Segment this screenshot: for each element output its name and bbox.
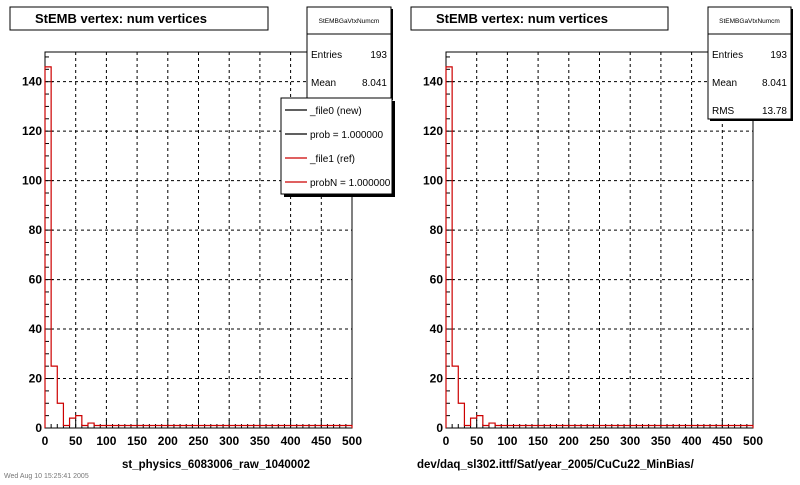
y-tick-label: 20 <box>429 371 443 386</box>
x-tick-label: 200 <box>558 434 579 448</box>
histogram-bin <box>45 67 51 428</box>
histogram-bin <box>57 403 63 428</box>
histogram-panel-left <box>0 0 400 480</box>
x-tick-label: 400 <box>280 434 301 448</box>
histogram-bin <box>489 423 495 428</box>
x-tick-label: 100 <box>497 434 518 448</box>
stats-name: StEMBGaVtxNumcm <box>318 18 380 25</box>
x-tick-label: 200 <box>157 434 178 448</box>
x-tick-label: 150 <box>127 434 148 448</box>
chart-title: StEMB vertex: num vertices <box>35 11 207 26</box>
reference-path-label: dev/daq_sl302.ittf/Sat/year_2005/CuCu22_MinBias/ <box>417 459 694 471</box>
x-tick-label: 450 <box>311 434 332 448</box>
y-tick-label: 100 <box>422 173 443 188</box>
y-tick-label: 140 <box>21 74 42 89</box>
y-tick-label: 140 <box>422 74 443 89</box>
stats-label: Entries <box>311 50 343 61</box>
x-tick-label: 150 <box>528 434 549 448</box>
x-tick-label: 0 <box>442 434 450 448</box>
y-tick-label: 60 <box>429 272 443 287</box>
legend-entry: _file1 (ref) <box>310 154 356 165</box>
x-tick-label: 250 <box>188 434 209 448</box>
histogram-bin <box>477 416 483 428</box>
x-tick-label: 450 <box>712 434 733 448</box>
x-tick-label: 0 <box>41 434 49 448</box>
y-tick-label: 120 <box>422 124 443 139</box>
y-tick-label: 120 <box>21 124 42 139</box>
y-tick-label: 20 <box>28 371 42 386</box>
stats-label: RMS <box>712 106 735 117</box>
x-tick-label: 500 <box>742 434 764 448</box>
stats-label: Entries <box>712 50 744 61</box>
y-tick-label: 100 <box>21 173 42 188</box>
stats-label: Mean <box>712 78 738 89</box>
legend-entry: probN = 1.000000 <box>310 178 391 189</box>
x-tick-label: 50 <box>470 434 484 448</box>
histogram-bin <box>88 423 94 428</box>
chart-title: StEMB vertex: num vertices <box>436 11 608 26</box>
y-tick-label: 40 <box>28 322 42 337</box>
stats-value: 8.041 <box>361 78 387 89</box>
x-tick-label: 100 <box>96 434 117 448</box>
x-tick-label: 400 <box>681 434 702 448</box>
y-tick-label: 40 <box>429 322 443 337</box>
y-tick-label: 0 <box>35 421 42 435</box>
run-file-label: st_physics_6083006_raw_1040002 <box>122 459 310 471</box>
x-tick-label: 250 <box>589 434 610 448</box>
legend-entry: _file0 (new) <box>310 106 362 117</box>
footer-timestamp: Wed Aug 10 15:25:41 2005 <box>4 473 89 480</box>
histogram-bin <box>76 416 82 428</box>
histogram-bin <box>51 366 57 428</box>
stats-value: 193 <box>370 50 387 61</box>
legend-entry: prob = 1.000000 <box>310 130 384 141</box>
x-tick-label: 50 <box>69 434 83 448</box>
histogram-bin <box>471 418 477 428</box>
y-tick-label: 80 <box>28 223 42 238</box>
stats-label: Mean <box>311 78 337 89</box>
x-tick-label: 500 <box>341 434 363 448</box>
x-tick-label: 350 <box>650 434 671 448</box>
y-tick-label: 60 <box>28 272 42 287</box>
histogram-series-ref <box>446 67 753 428</box>
stats-value: 8.041 <box>761 78 787 89</box>
x-tick-label: 300 <box>620 434 641 448</box>
y-tick-label: 0 <box>436 421 443 435</box>
histogram-bin <box>70 418 76 428</box>
x-tick-label: 300 <box>219 434 240 448</box>
histogram-bin <box>458 403 464 428</box>
stats-value: 13.78 <box>761 106 787 117</box>
x-tick-label: 350 <box>249 434 270 448</box>
y-tick-label: 80 <box>429 223 443 238</box>
histogram-right <box>400 0 800 480</box>
histogram-bin <box>452 366 458 428</box>
stats-name: StEMBGaVtxNumcm <box>719 18 780 25</box>
histogram-bin <box>446 67 452 428</box>
histogram-panel-right <box>400 0 800 480</box>
histogram-left <box>0 0 400 480</box>
stats-value: 193 <box>770 50 787 61</box>
